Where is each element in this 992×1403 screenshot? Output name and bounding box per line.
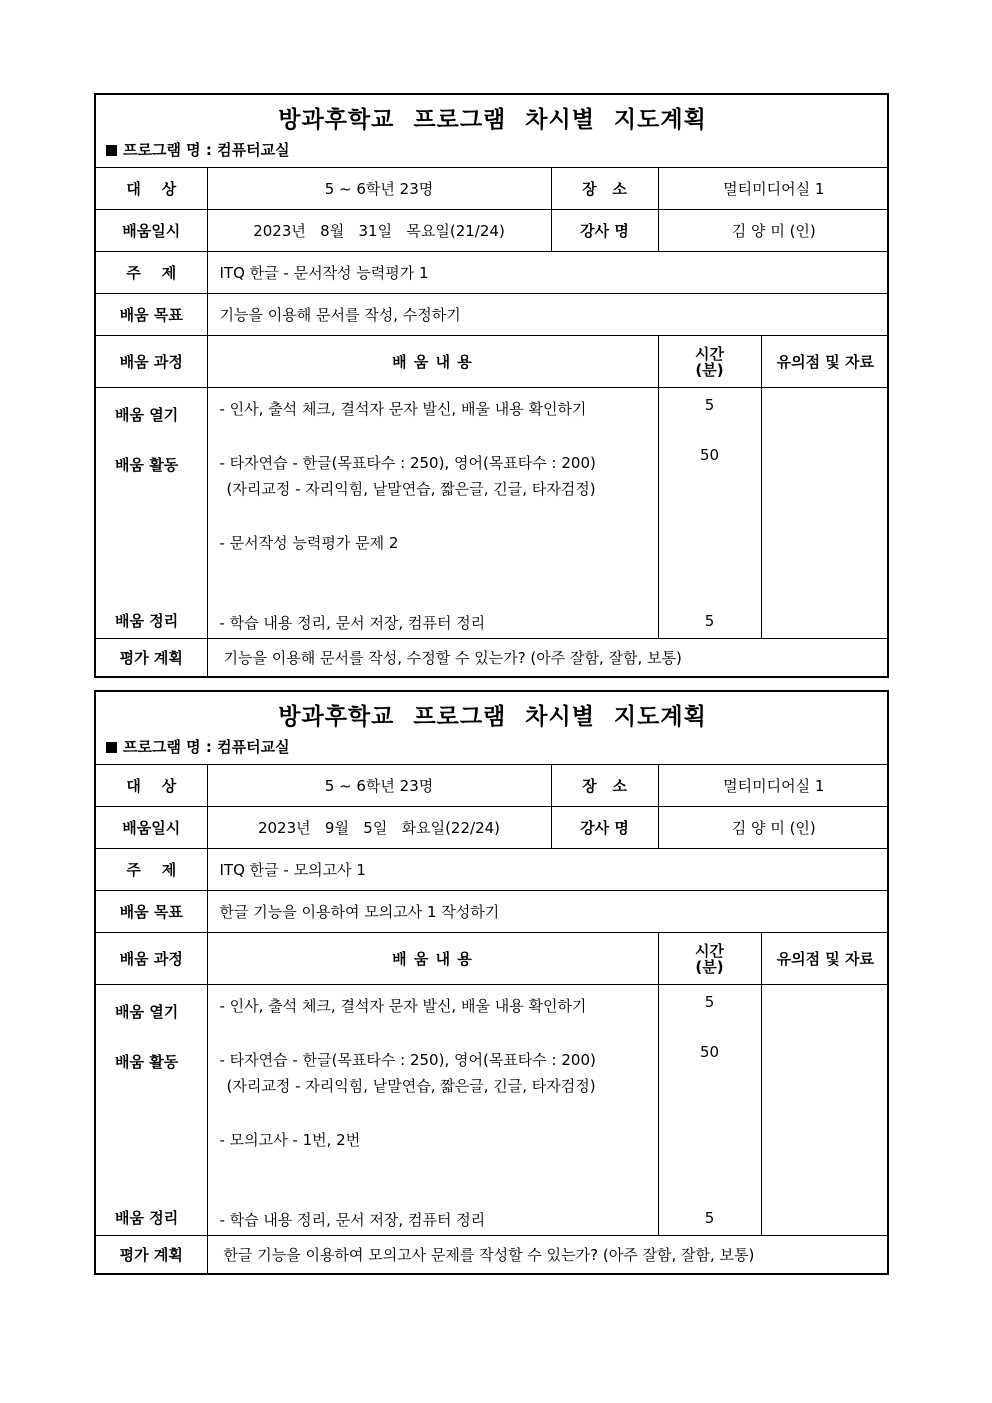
time-label: 시간 (분) xyxy=(658,336,761,388)
goal-value: 기능을 이용해 문서를 작성, 수정하기 xyxy=(207,294,889,336)
date-value: 2023년 8월 31일 목요일(21/24) xyxy=(207,210,551,252)
title-cell xyxy=(96,95,889,168)
time-open: 5 xyxy=(704,396,715,414)
stage-open: 배움 열기 xyxy=(115,1003,179,1021)
eval-value: 한글 기능을 이용하여 모의고사 문제를 작성할 수 있는가? (아주 잘함, 잘함, 보통) xyxy=(207,1236,889,1273)
topic-label: 주 제 xyxy=(96,849,207,891)
notes-label: 유의점 및 자료 xyxy=(761,336,889,388)
notes-cell xyxy=(761,388,889,639)
date-label: 배움일시 xyxy=(96,807,207,849)
teacher-value: 김 양 미 (인) xyxy=(658,807,889,849)
content-label: 배 움 내 용 xyxy=(207,336,658,388)
eval-label: 평가 계획 xyxy=(96,639,207,676)
stage-close: 배움 정리 xyxy=(115,1209,179,1227)
target-label: 대 상 xyxy=(96,168,207,210)
stage-close: 배움 정리 xyxy=(115,612,179,630)
notes-label: 유의점 및 자료 xyxy=(761,933,889,985)
stages-cell xyxy=(96,985,207,1236)
teacher-label: 강사 명 xyxy=(551,807,658,849)
time-open: 5 xyxy=(704,993,715,1011)
time-label: 시간 (분) xyxy=(658,933,761,985)
stage-activity: 배움 활동 xyxy=(115,456,179,474)
time-close: 5 xyxy=(704,612,715,630)
stages-cell xyxy=(96,388,207,639)
teacher-value: 김 양 미 (인) xyxy=(658,210,889,252)
date-value: 2023년 9월 5일 화요일(22/24) xyxy=(207,807,551,849)
times-cell xyxy=(658,388,761,639)
time-activity: 50 xyxy=(699,1043,720,1061)
content-open: - 인사, 출석 체크, 결석자 문자 발신, 배울 내용 확인하기 xyxy=(219,997,587,1015)
eval-label: 평가 계획 xyxy=(96,1236,207,1273)
place-label: 장 소 xyxy=(551,765,658,807)
content-activity-3: - 모의고사 - 1번, 2번 xyxy=(219,1131,361,1149)
date-label: 배움일시 xyxy=(96,210,207,252)
topic-value: ITQ 한글 - 모의고사 1 xyxy=(207,849,889,891)
place-value: 멀티미디어실 1 xyxy=(658,765,889,807)
plan-table xyxy=(96,692,889,1273)
plan-table xyxy=(96,95,889,676)
teacher-label: 강사 명 xyxy=(551,210,658,252)
plan-title: 방과후학교 프로그램 차시별 지도계획 xyxy=(278,107,707,133)
content-close: - 학습 내용 정리, 문서 저장, 컴퓨터 정리 xyxy=(219,614,486,632)
lesson-plan xyxy=(94,93,889,678)
content-activity-1: - 타자연습 - 한글(목표타수 : 250), 영어(목표타수 : 200) xyxy=(219,454,596,472)
program-name-label: 프로그램 명 : 컴퓨터교실 xyxy=(123,738,290,756)
content-activity-2: (자리교정 - 자리익힘, 낱말연습, 짧은글, 긴글, 타자검정) xyxy=(226,480,596,498)
title-cell xyxy=(96,692,889,765)
content-close: - 학습 내용 정리, 문서 저장, 컴퓨터 정리 xyxy=(219,1211,486,1229)
time-close: 5 xyxy=(704,1209,715,1227)
content-open: - 인사, 출석 체크, 결석자 문자 발신, 배울 내용 확인하기 xyxy=(219,400,587,418)
goal-label: 배움 목표 xyxy=(96,891,207,933)
contents-cell xyxy=(207,985,658,1236)
notes-cell xyxy=(761,985,889,1236)
target-value: 5 ~ 6학년 23명 xyxy=(207,168,551,210)
content-activity-1: - 타자연습 - 한글(목표타수 : 250), 영어(목표타수 : 200) xyxy=(219,1051,596,1069)
time-activity: 50 xyxy=(699,446,720,464)
program-name xyxy=(96,133,889,167)
lesson-plan xyxy=(94,690,889,1275)
content-activity-2: (자리교정 - 자리익힘, 낱말연습, 짧은글, 긴글, 타자검정) xyxy=(226,1077,596,1095)
process-label: 배움 과정 xyxy=(96,336,207,388)
program-name xyxy=(96,730,889,764)
process-label: 배움 과정 xyxy=(96,933,207,985)
goal-value: 한글 기능을 이용하여 모의고사 1 작성하기 xyxy=(207,891,889,933)
topic-label: 주 제 xyxy=(96,252,207,294)
target-label: 대 상 xyxy=(96,765,207,807)
stage-open: 배움 열기 xyxy=(115,406,179,424)
topic-value: ITQ 한글 - 문서작성 능력평가 1 xyxy=(207,252,889,294)
program-name-label: 프로그램 명 : 컴퓨터교실 xyxy=(123,141,290,159)
stage-activity: 배움 활동 xyxy=(115,1053,179,1071)
plan-title: 방과후학교 프로그램 차시별 지도계획 xyxy=(278,704,707,730)
times-cell xyxy=(658,985,761,1236)
eval-value: 기능을 이용해 문서를 작성, 수정할 수 있는가? (아주 잘함, 잘함, 보통) xyxy=(207,639,889,676)
place-value: 멀티미디어실 1 xyxy=(658,168,889,210)
goal-label: 배움 목표 xyxy=(96,294,207,336)
square-bullet-icon xyxy=(106,145,117,156)
square-bullet-icon xyxy=(106,742,117,753)
content-activity-3: - 문서작성 능력평가 문제 2 xyxy=(219,534,399,552)
contents-cell xyxy=(207,388,658,639)
place-label: 장 소 xyxy=(551,168,658,210)
content-label: 배 움 내 용 xyxy=(207,933,658,985)
target-value: 5 ~ 6학년 23명 xyxy=(207,765,551,807)
